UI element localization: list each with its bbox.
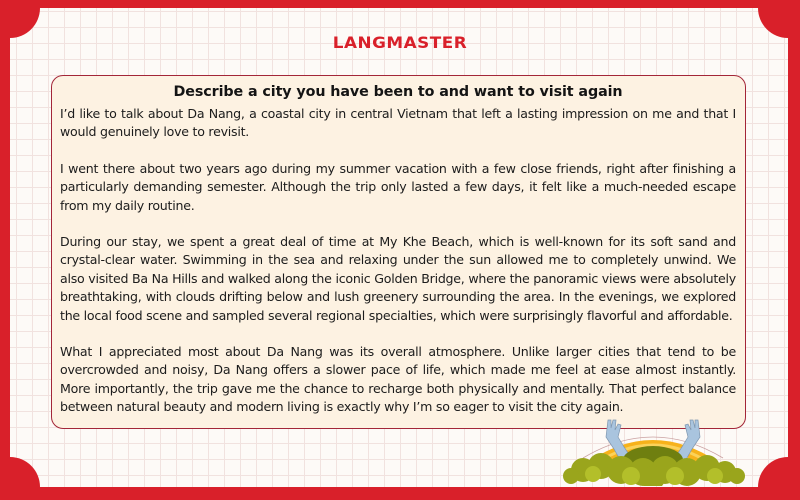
langmaster-logo: LANGMASTER: [332, 33, 468, 52]
answer-paragraph-2: I went there about two years ago during my summer vacation with a few close friends, right after finishing a particularly demanding semester. Although the trip only lasted a few days, it felt like a much-needed escape from my daily routine.: [60, 160, 736, 213]
answer-paragraph-4: What I appreciated most about Da Nang was its overall atmosphere. Unlike larger cities that tend to be overcrowded and noisy, Da Nang offers a slower pace of life, which made me feel at ease almost instantly. More importantly, the trip gave me the chance to recharge both physically and mentally. That perfect balance between natural beauty and modern living is exactly why I’m so eager to visit the city again.: [60, 344, 736, 415]
answer-paragraph-3: During our stay, we spent a great deal of time at My Khe Beach, which is well-known for its soft sand and crystal-clear water. Swimming in the sea and relaxing under the sun allowed me to completely unwind. We also visited Ba Na Hills and walked along the iconic Golden Bridge, where the panoramic views were absolutely breathtaking, with clouds drifting below and lush greenery surrounding the area. In the evenings, we explored the local food scene and sampled several regional specialties, which were surprisingly flavorful and affordable.: [60, 234, 736, 323]
answer-paragraph-1: I’d like to talk about Da Nang, a coastal city in central Vietnam that left a lasting impression on me and that I would genuinely love to revisit.: [60, 106, 736, 140]
question-title: Describe a city you have been to and want to visit again: [173, 84, 623, 100]
answer-card: [51, 75, 746, 429]
golden-bridge-illustration-icon: [553, 418, 753, 486]
frame-corner-bottom-left: [10, 457, 40, 487]
frame-corner-bottom-right: [758, 457, 788, 487]
